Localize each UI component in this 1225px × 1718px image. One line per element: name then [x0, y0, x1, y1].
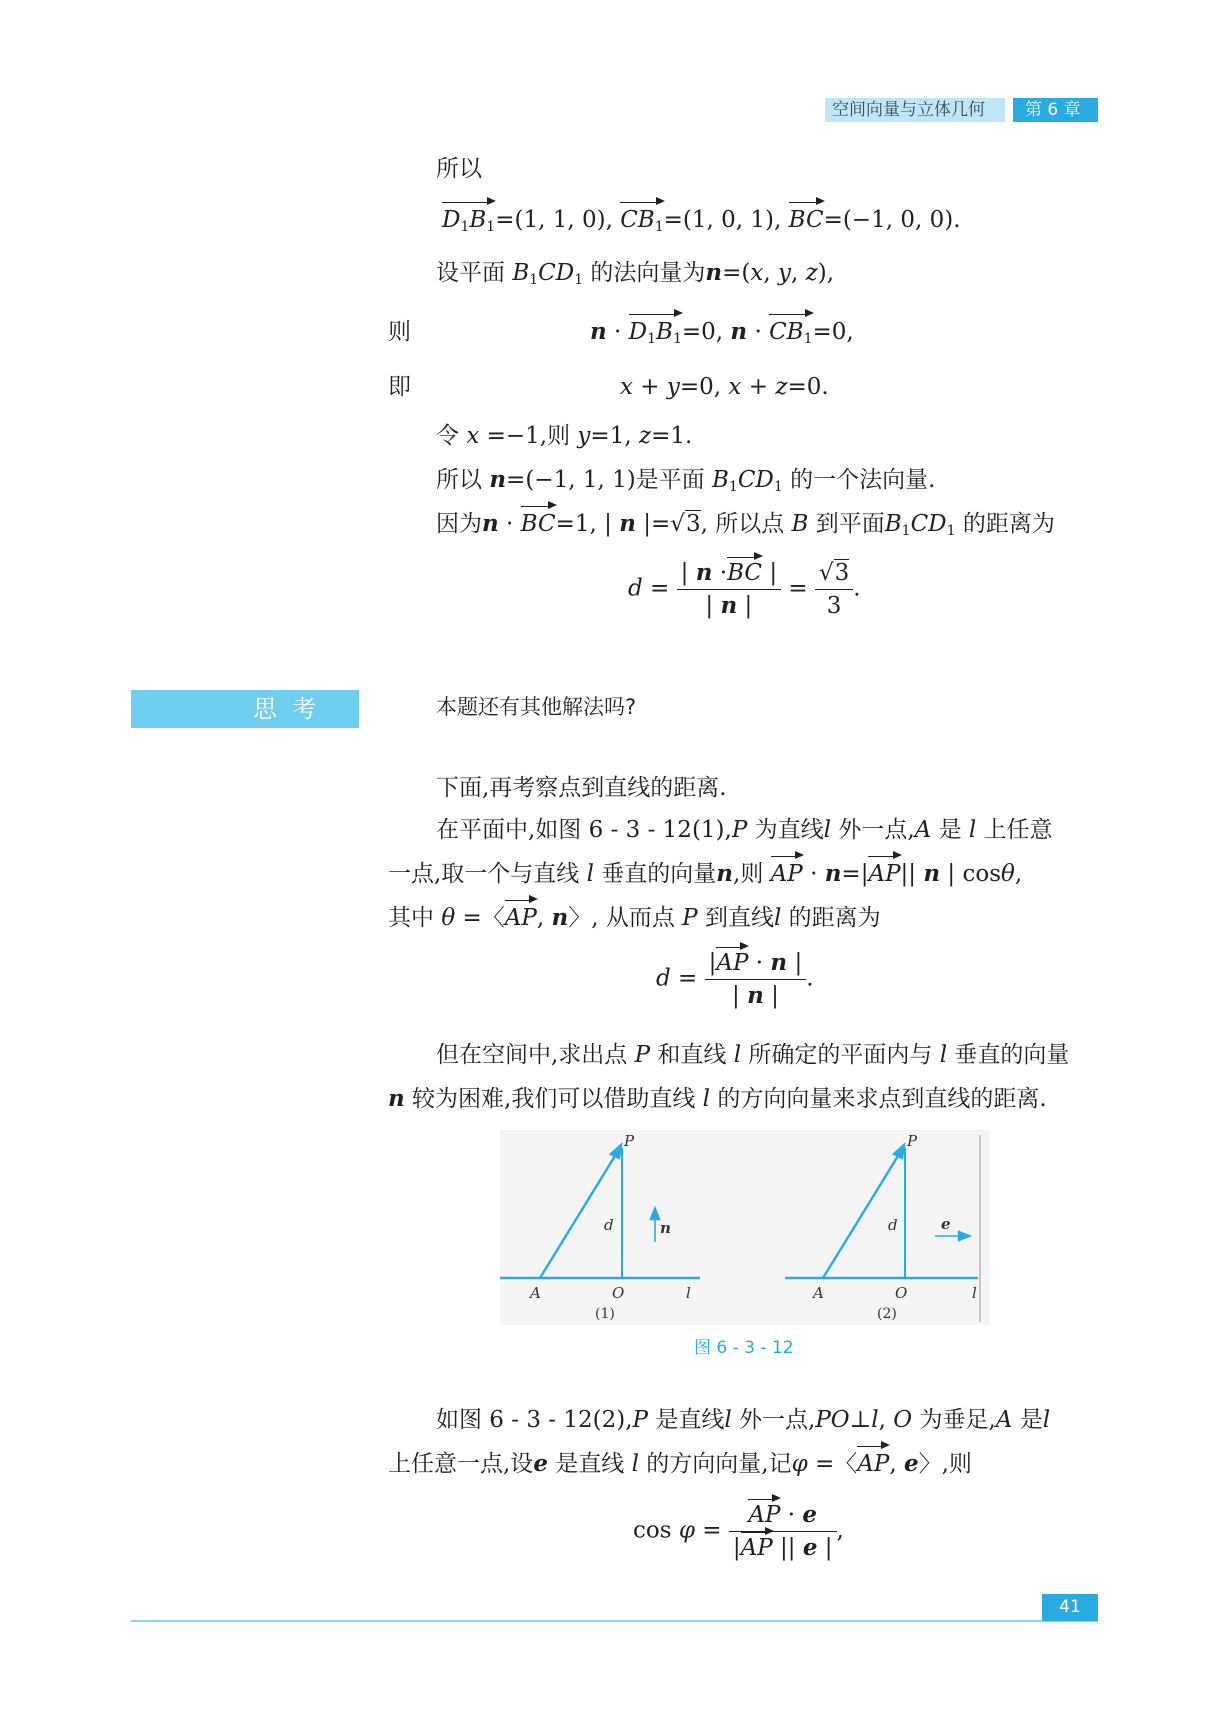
equation-dot-zero: $n \cdot D_1B_1=0$, $n \cdot CB_1=0$, [590, 317, 854, 354]
fig1-label-n: n [660, 1219, 671, 1237]
fig2-label-d: d [888, 1216, 898, 1234]
para-plane-line1: 在平面中,如图 6 - 3 - 12(1),P 为直线l 外一点,A 是 l 上任意 [436, 817, 1053, 843]
formula-distance-plane: d = $\frac{| n \cdot BC |}{| n |}$ = $\frac{√3}{3}$ . [628, 559, 861, 619]
think-question: 本题还有其他解法吗? [436, 695, 637, 719]
think-label: 思 考 [253, 695, 317, 723]
para-space-line2: n 较为困难,我们可以借助直线 l 的方向向量来求点到直线的距离. [388, 1085, 1047, 1112]
para-point-line: 下面,再考察点到直线的距离. [436, 775, 727, 801]
equation-xyz: x + y=0, x + z=0. [620, 374, 829, 400]
fig2-label-e: e [941, 1215, 951, 1233]
equation-vectors: $D_1B_1=(1$, 1, 0), $CB_1=(1$, 0, 1), BC=(−1, 0, 0). [442, 205, 961, 242]
chapter-badge-label: 第 6 章 [1025, 100, 1081, 120]
fig2-label-p: P [907, 1132, 918, 1150]
fig1-label-l: l [686, 1284, 691, 1302]
header-book-title-text: 空间向量与立体几何 [832, 100, 985, 120]
text-let: 令 x =−1,则 y=1, z=1. [436, 423, 693, 449]
para-fig2-line1: 如图 6 - 3 - 12(2),P 是直线l 外一点,PO⊥l, O 为垂足,A 是l [436, 1407, 1051, 1433]
formula-distance-line-plane: d = $\frac{|AP \cdot n |}{| n |}$ . [656, 949, 814, 1009]
text-because: 因为n · BC=1, | n |=√3, 所以点 B 到平面$B_1CD_1$ 的距离为 [436, 510, 1055, 539]
fig2-label-a: A [813, 1284, 824, 1302]
page-number: 41 [1059, 1597, 1081, 1617]
fig1-label-d: d [604, 1216, 614, 1234]
para-plane-line3: 其中 θ =〈AP, n〉, 从而点 P 到直线l 的距离为 [388, 904, 881, 931]
fig1-label-p: P [624, 1132, 635, 1150]
fig2-label-l: l [972, 1284, 977, 1302]
fig1-caption: (1) [595, 1306, 615, 1322]
fig2-label-o: O [895, 1284, 908, 1302]
text-normal-vector: 设平面 $B_1CD_1$ 的法向量为n=(x, y, z), [436, 259, 835, 288]
para-space-line1: 但在空间中,求出点 P 和直线 l 所确定的平面内与 l 垂直的向量 [436, 1042, 1070, 1068]
label-ze: 则 [388, 319, 411, 345]
text-so-n: 所以 n=(−1, 1, 1)是平面 $B_1CD_1$ 的一个法向量. [436, 466, 936, 495]
figure-point-line-distance [500, 1130, 990, 1325]
think-box [131, 690, 359, 728]
fig1-label-a: A [530, 1284, 541, 1302]
figure-caption: 图 6 - 3 - 12 [694, 1338, 794, 1358]
text-so: 所以 [436, 156, 482, 182]
para-plane-line2: 一点,取一个与直线 l 垂直的向量n,则 AP · n=|AP|| n | cosθ, [388, 860, 1023, 887]
formula-cos-phi: cos φ = $\frac{AP \cdot e}{|AP || e |}$ , [633, 1501, 844, 1561]
fig2-caption: (2) [877, 1306, 897, 1322]
para-fig2-line2: 上任意一点,设e 是直线 l 的方向向量,记φ =〈AP, e〉,则 [388, 1450, 972, 1477]
fig1-label-o: O [612, 1284, 625, 1302]
footer-rule [131, 1620, 1098, 1622]
label-ji: 即 [388, 374, 411, 400]
